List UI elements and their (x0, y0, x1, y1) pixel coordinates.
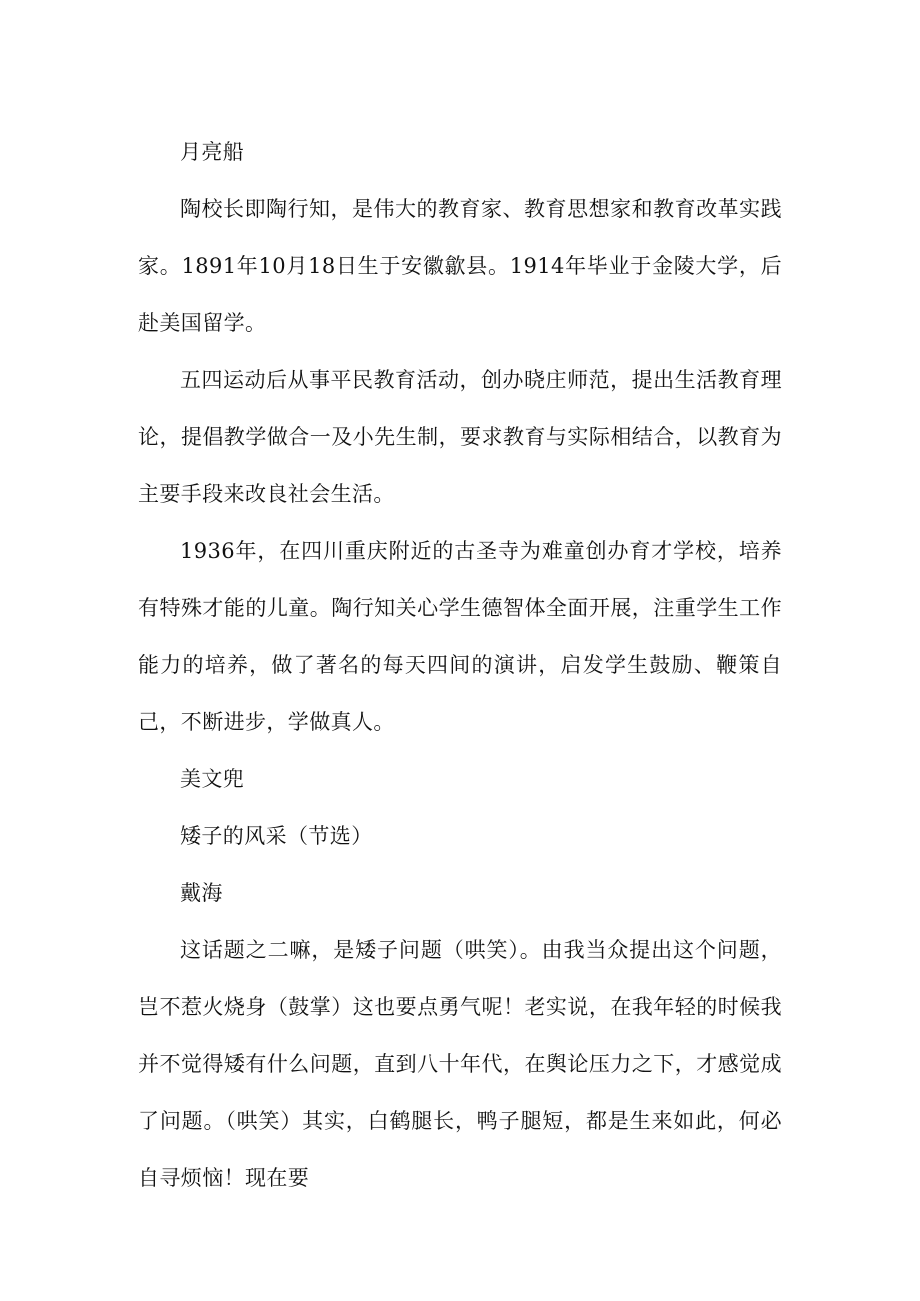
section-heading-essay-corner: 美文兜 (180, 767, 245, 791)
body-paragraph: 1936年，在四川重庆附近的古圣寺为难童创办育才学校，培养有特殊才能的儿童。陶行知关心学生德智体全面开展，注重学生工作能力的培养，做了著名的每天四间的演讲，启发学生鼓励、鞭策自己，不断进步，学做真人。 (138, 539, 782, 734)
article-author: 戴海 (180, 881, 223, 905)
document-body (138, 124, 782, 1207)
section-heading-moon-boat: 月亮船 (180, 140, 245, 164)
body-paragraph: 这话题之二嘛，是矮子问题（哄笑）。由我当众提出这个问题，岂不惹火烧身（鼓掌）这也要点勇气呢！老实说，在我年轻的时候我并不觉得矮有什么问题，直到八十年代，在舆论压力之下，才感觉成了问题。（哄笑）其实，白鹤腿长，鸭子腿短，都是生来如此，何必自寻烦恼！现在要 (138, 938, 782, 1190)
body-paragraph: 陶校长即陶行知，是伟大的教育家、教育思想家和教育改革实践家。1891年10月18日生于安徽歙县。1914年毕业于金陵大学，后赴美国留学。 (138, 197, 782, 335)
article-title: 矮子的风采（节选） (180, 824, 373, 848)
body-paragraph: 五四运动后从事平民教育活动，创办晓庄师范，提出生活教育理论，提倡教学做合一及小先生制，要求教育与实际相结合，以教育为主要手段来改良社会生活。 (138, 368, 782, 506)
